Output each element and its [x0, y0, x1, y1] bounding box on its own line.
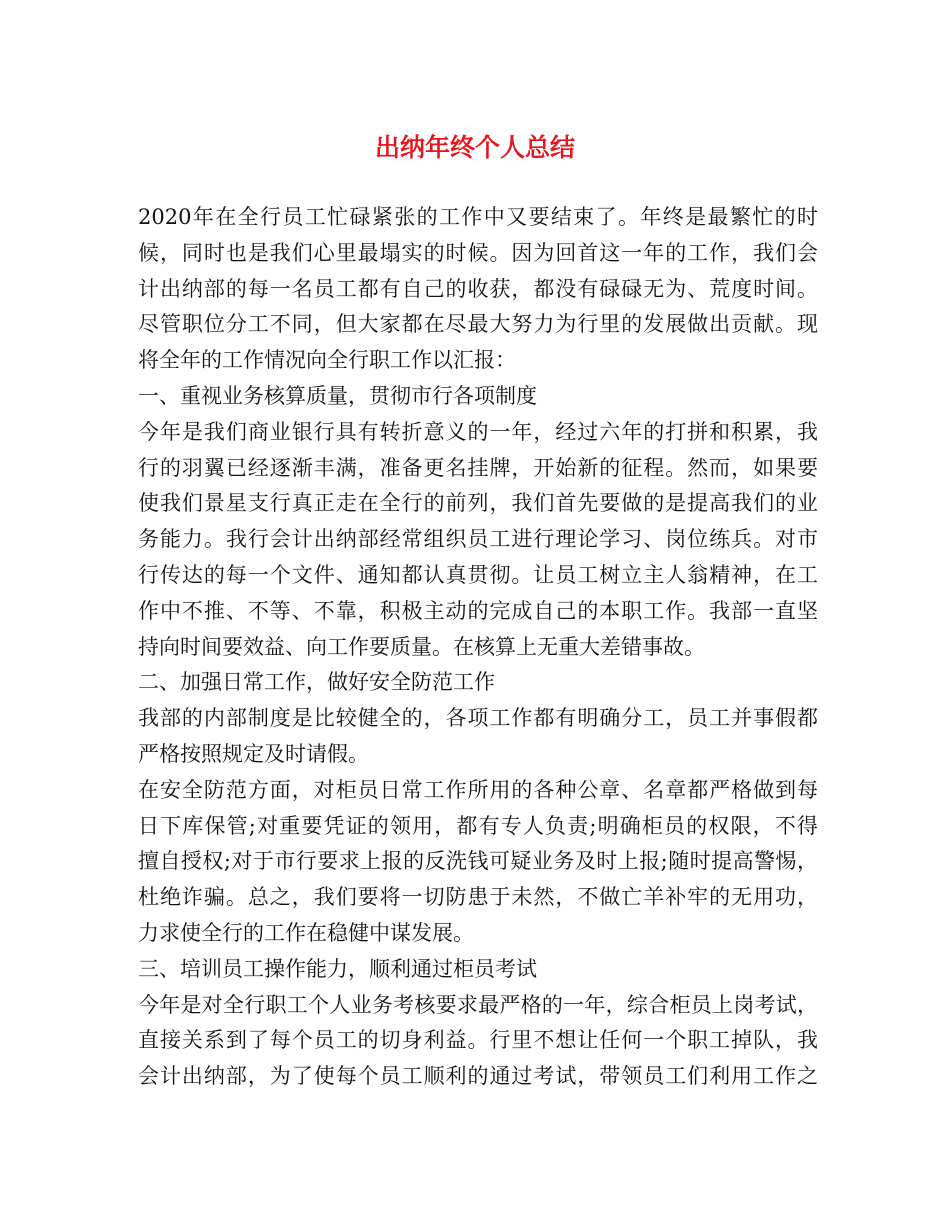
body-line: 力求使全行的工作在稳健中谋发展。 [138, 920, 474, 945]
body-line: 行的羽翼已经逐渐丰满，准备更名挂牌，开始新的征程。然而，如果要 [138, 455, 818, 480]
body-line: 务能力。我行会计出纳部经常组织员工进行理论学习、岗位练兵。对市 [138, 527, 818, 552]
body-line: 日下库保管;对重要凭证的领用，都有专人负责;明确柜员的权限，不得 [138, 813, 818, 838]
body-line: 三、培训员工操作能力，顺利通过柜员考试 [138, 956, 537, 981]
body-line: 我部的内部制度是比较健全的，各项工作都有明确分工，员工并事假都 [138, 706, 818, 731]
body-line: 2020年在全行员工忙碌紧张的工作中又要结束了。年终是最繁忙的时 [138, 205, 818, 229]
body-line: 今年是我们商业银行具有转折意义的一年，经过六年的打拼和积累，我 [138, 419, 818, 444]
document-body [138, 200, 818, 1095]
body-line: 持向时间要效益、向工作要质量。在核算上无重大差错事故。 [138, 634, 705, 659]
body-line: 会计出纳部，为了使每个员工顺利的通过考试，带领员工们利用工作之 [138, 1064, 818, 1089]
body-line: 直接关系到了每个员工的切身利益。行里不想让任何一个职工掉队，我 [138, 1028, 818, 1053]
body-line: 杜绝诈骗。总之，我们要将一切防患于未然，不做亡羊补牢的无用功， [138, 885, 818, 910]
body-line: 行传达的每一个文件、通知都认真贯彻。让员工树立主人翁精神，在工 [138, 562, 818, 587]
body-line: 作中不推、不等、不靠，积极主动的完成自己的本职工作。我部一直坚 [138, 598, 818, 623]
body-line: 计出纳部的每一名员工都有自己的收获，都没有碌碌无为、荒度时间。 [138, 276, 818, 301]
body-line: 严格按照规定及时请假。 [138, 741, 369, 766]
body-line: 一、重视业务核算质量，贯彻市行各项制度 [138, 383, 537, 408]
body-line: 在安全防范方面，对柜员日常工作所用的各种公章、名章都严格做到每 [138, 777, 818, 802]
body-line: 将全年的工作情况向全行职工作以汇报： [138, 348, 516, 373]
body-line: 擅自授权;对于市行要求上报的反洗钱可疑业务及时上报;随时提高警惕， [138, 849, 818, 874]
body-line: 候，同时也是我们心里最塌实的时候。因为回首这一年的工作，我们会 [138, 240, 818, 265]
body-line: 二、加强日常工作，做好安全防范工作 [138, 670, 495, 695]
document-title: 出纳年终个人总结 [374, 133, 575, 162]
body-line: 使我们景星支行真正走在全行的前列，我们首先要做的是提高我们的业 [138, 491, 818, 516]
body-line: 尽管职位分工不同，但大家都在尽最大努力为行里的发展做出贡献。现 [138, 312, 818, 337]
body-line: 今年是对全行职工个人业务考核要求最严格的一年，综合柜员上岗考试， [138, 992, 818, 1017]
